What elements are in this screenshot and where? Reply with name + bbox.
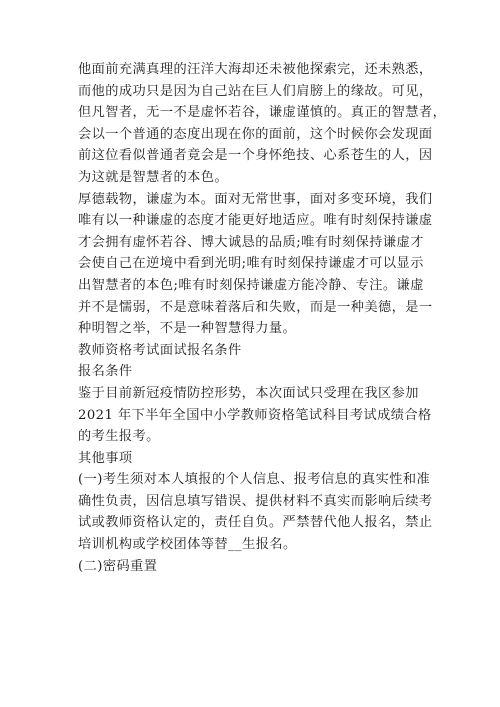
text-line: 但凡智者，无一不是虚怀若谷，谦虚谨慎的。真正的智慧者， bbox=[78, 105, 447, 121]
paragraph bbox=[78, 59, 447, 189]
text-line: 前这位看似普通者竟会是一个身怀绝技、心系苍生的人，因 bbox=[78, 148, 433, 164]
document-body bbox=[78, 59, 447, 577]
text-line: 并不是懦弱，不是意味着落后和失败，而是一种美德，是一 bbox=[78, 299, 433, 315]
text-line: 会以一个普通的态度出现在你的面前，这个时候你会发现面 bbox=[78, 126, 433, 142]
subsection-heading bbox=[78, 448, 440, 470]
heading-text: 教师资格考试面试报名条件 bbox=[78, 342, 242, 358]
text-line: 2021 年下半年全国中小学教师资格笔试科目考试成绩合格 bbox=[78, 407, 432, 423]
paragraph bbox=[78, 383, 440, 448]
text-line: 鉴于目前新冠疫情防控形势，本次面试只受理在我区参加 bbox=[78, 385, 419, 401]
paragraph bbox=[78, 469, 440, 555]
text-line: (二)密码重置 bbox=[78, 558, 158, 574]
list-item bbox=[78, 556, 440, 578]
heading-text: 报名条件 bbox=[78, 364, 133, 380]
text-line: 种明智之举，不是一种智慧得力量。 bbox=[78, 321, 297, 337]
text-line: 而他的成功只是因为自己站在巨人们肩膀上的缘故。可见， bbox=[78, 83, 433, 99]
text-line: 试或教师资格认定的，责任自负。严禁替代他人报名，禁止 bbox=[78, 515, 433, 531]
text-line: 厚德载物，谦虚为本。面对无常世事，面对多变环境，我们 bbox=[78, 191, 433, 207]
section-heading bbox=[78, 340, 440, 362]
text-line: 培训机构或学校团体等替__生报名。 bbox=[78, 537, 297, 553]
text-line: 唯有以一种谦虚的态度才能更好地适应。唯有时刻保持谦虚 bbox=[78, 213, 433, 229]
paragraph bbox=[78, 189, 440, 340]
subsection-heading bbox=[78, 361, 440, 383]
text-line: (一)考生须对本人填报的个人信息、报考信息的真实性和准 bbox=[78, 472, 431, 488]
text-line: 的考生报考。 bbox=[78, 429, 160, 445]
heading-text: 其他事项 bbox=[78, 450, 133, 466]
text-line: 他面前充满真理的汪洋大海却还未被他探索完，还未熟悉， bbox=[78, 62, 433, 77]
text-line: 出智慧者的本色;唯有时刻保持谦虚方能冷静、专注。谦虚 bbox=[78, 277, 424, 293]
text-line: 才会拥有虚怀若谷、博大诚恳的品质;唯有时刻保持谦虚才 bbox=[78, 234, 424, 250]
text-line: 为这就是智慧者的本色。 bbox=[78, 169, 229, 185]
text-line: 会使自己在逆境中看到光明;唯有时刻保持谦虚才可以显示 bbox=[78, 256, 424, 272]
text-line: 确性负责，因信息填写错误、提供材料不真实而影响后续考 bbox=[78, 493, 433, 509]
